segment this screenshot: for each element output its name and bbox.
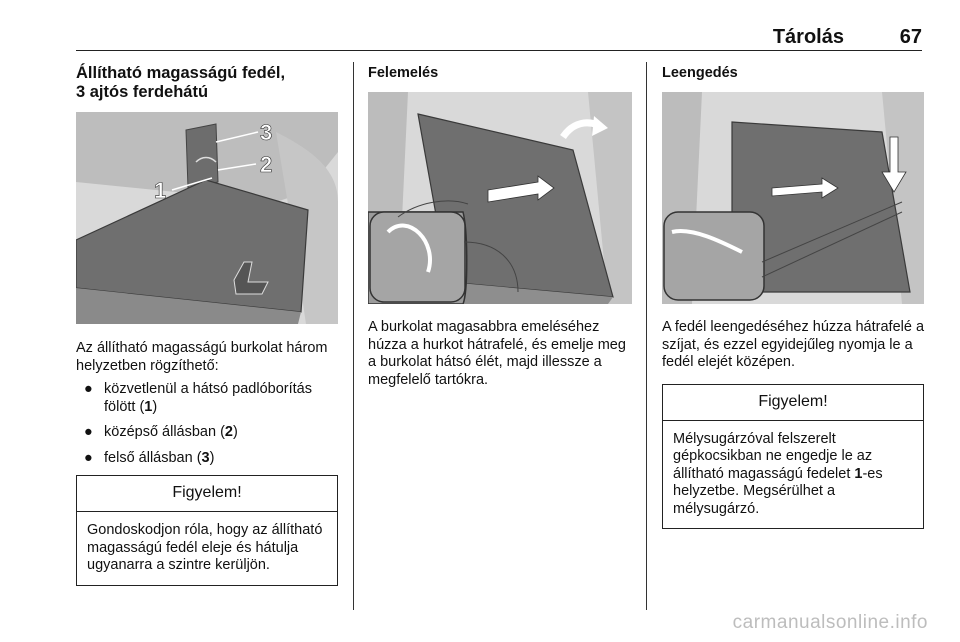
warning-box	[76, 475, 338, 586]
column-divider	[353, 62, 354, 610]
warning-box	[662, 384, 924, 530]
cover-positions-illustration	[76, 112, 338, 324]
watermark: carmanualsonline.info	[732, 612, 928, 633]
warning-title: Figyelem!	[77, 476, 337, 512]
column-raising	[368, 64, 632, 389]
intro-text: Az állítható magasságú burkolat három helyzetben rögzíthető:	[76, 340, 328, 374]
lowering-illustration	[662, 92, 924, 304]
section-title: Leengedés	[662, 65, 738, 81]
section-title: Felemelés	[368, 65, 439, 81]
column-adjustable-cover	[76, 64, 338, 586]
chapter-title: Tárolás	[772, 26, 844, 48]
column-divider	[646, 62, 647, 610]
figure-callout-1: 1	[154, 178, 167, 203]
figure-callout-3: 3	[260, 120, 273, 145]
lowering-text: A fedél leengedéséhez húzza hátrafelé a szíjat, és ezzel egyidejűleg nyomja le a fedél elejét középen.	[662, 319, 925, 370]
raising-text: A burkolat magasabbra emeléséhez húzza a hurkot hátrafelé, és emelje meg a burkolat hátsó élét, majd illessze a megfelelő tartókra.	[368, 319, 626, 388]
warning-text: Gondoskodjon róla, hogy az állítható magasságú fedél eleje és hátulja ugyanarra a szintre kerüljön.	[87, 522, 323, 573]
page-header	[76, 24, 922, 51]
section-title: Állítható magasságú fedél, 3 ajtós ferdehátú	[76, 64, 286, 101]
warning-text: Mélysugárzóval felszerelt gépkocsikban ne engedje le az állítható magasságú fedelet 1-es helyzetbe. Megsérülhet a mélysugárzó.	[673, 430, 883, 517]
warning-title: Figyelem!	[663, 385, 923, 421]
column-lowering	[662, 64, 924, 529]
position-list	[76, 381, 338, 467]
list-item: ● közvetlenül a hátsó padlóborítás fölött (1)	[84, 381, 312, 415]
raising-illustration	[368, 92, 632, 304]
list-item: ● középső állásban (2)	[84, 424, 238, 440]
list-item: ● felső állásban (3)	[84, 449, 215, 466]
figure-callout-2: 2	[260, 152, 273, 177]
bullet-icon: ●	[84, 381, 93, 397]
bullet-icon: ●	[84, 424, 93, 440]
bullet-icon: ●	[84, 449, 93, 466]
page-number: 67	[899, 26, 922, 48]
